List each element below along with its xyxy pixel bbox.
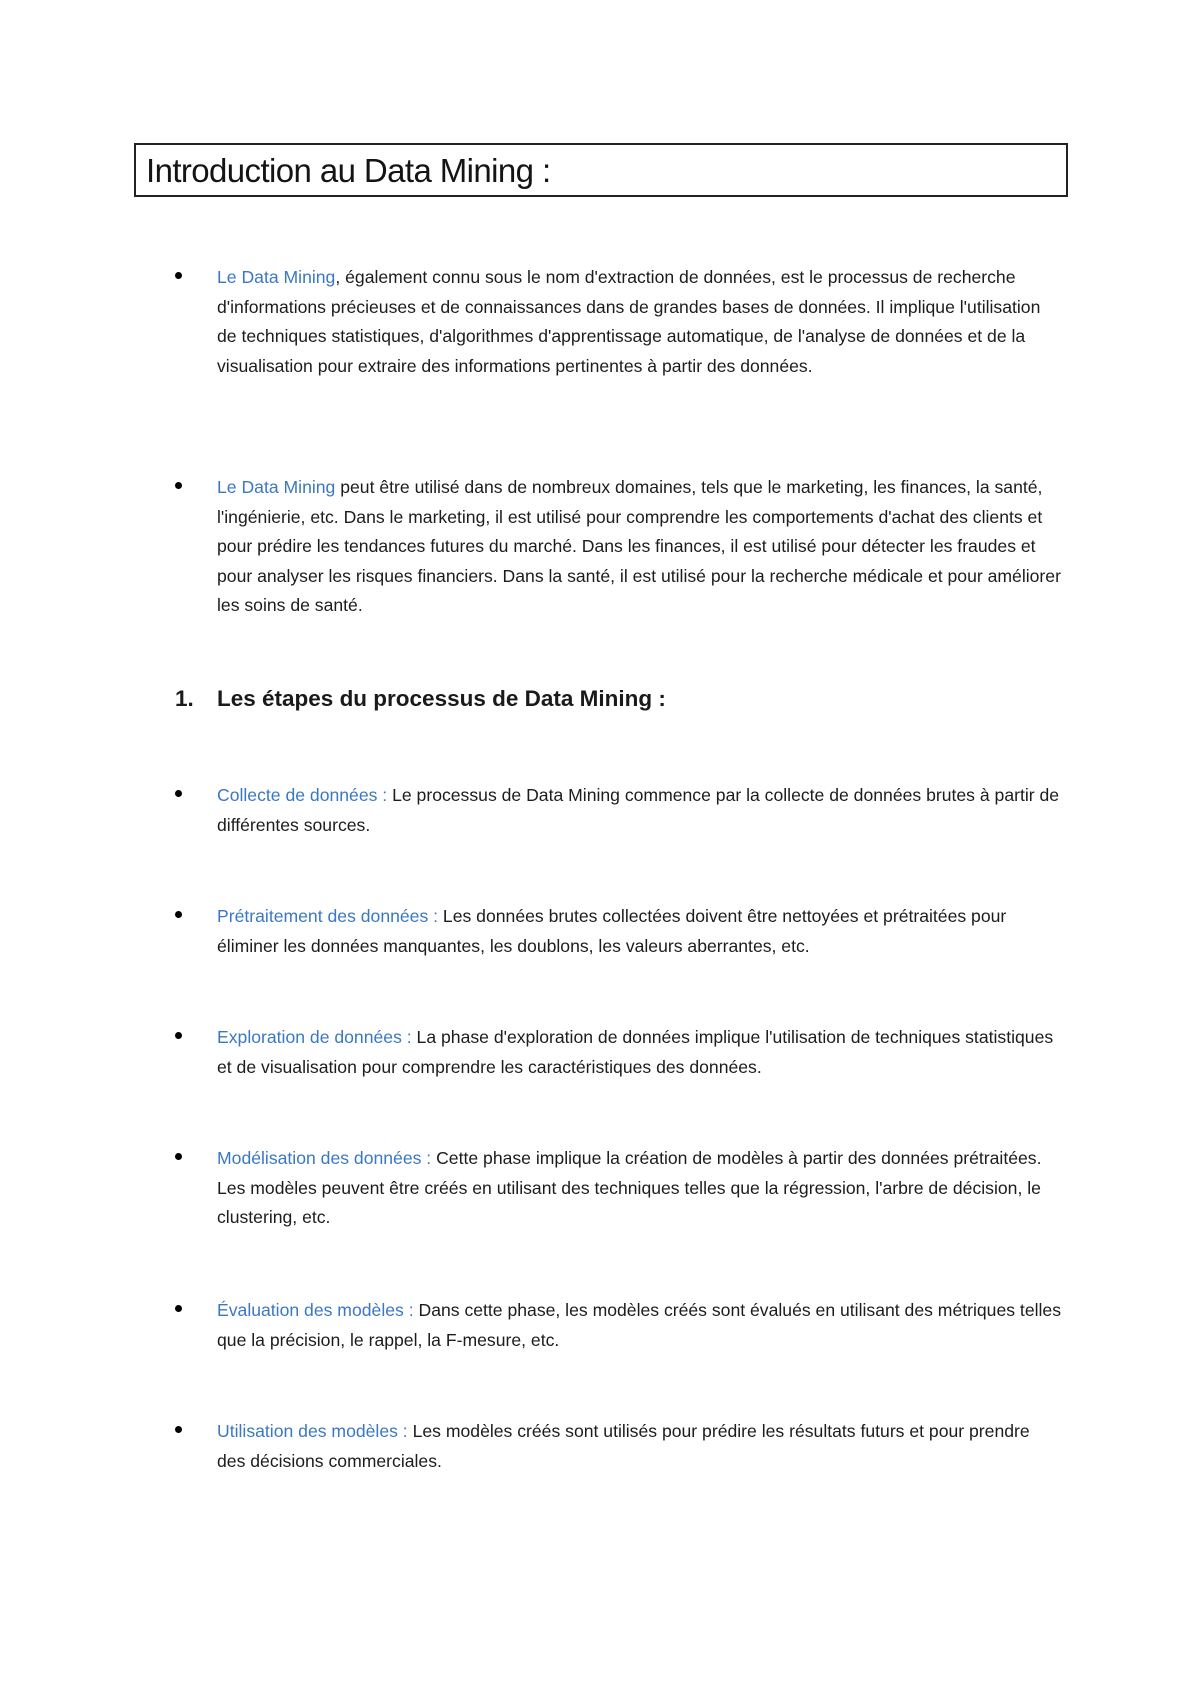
bullet-icon bbox=[175, 1426, 182, 1433]
bullet-text bbox=[217, 902, 1062, 961]
bullet-icon bbox=[175, 1032, 182, 1039]
page-title: Introduction au Data Mining : bbox=[146, 152, 551, 189]
bullet-body: peut être utilisé dans de nombreux domaines, tels que le marketing, les finances, la santé, l'ingénierie, etc. Dans le marketing, il est utilisé pour comprendre les comportements d'achat des clients et pour prédire les tendances futures du marché. Dans les finances, il est utilisé pour détecter les fraudes et pour analyser les risques financiers. Dans la santé, il est utilisé pour la recherche médicale et pour améliorer les soins de santé. bbox=[217, 477, 1061, 615]
bullet-icon bbox=[175, 1305, 182, 1312]
bullet-term: Le Data Mining bbox=[217, 477, 336, 497]
section-heading bbox=[175, 683, 666, 715]
bullet-icon bbox=[175, 1153, 182, 1160]
bullet-body: , également connu sous le nom d'extraction de données, est le processus de recherche d'informations précieuses et de connaissances dans de grandes bases de données. Il implique l'utilisation de techniques statistiques, d'algorithmes d'apprentissage automatique, de l'analyse de données et de la visualisation pour extraire des informations pertinentes à partir des données. bbox=[217, 267, 1041, 376]
bullet-text bbox=[217, 473, 1062, 621]
bullet-icon bbox=[175, 911, 182, 918]
bullet-icon bbox=[175, 790, 182, 797]
bullet-text bbox=[217, 1144, 1062, 1233]
step-term: Prétraitement des données : bbox=[217, 906, 439, 926]
step-term: Exploration de données : bbox=[217, 1027, 412, 1047]
bullet-text bbox=[217, 1296, 1062, 1355]
step-term: Collecte de données : bbox=[217, 785, 388, 805]
step-body: La phase d'exploration de données implique l'utilisation de techniques statistiques et de visualisation pour comprendre les caractéristiques des données. bbox=[217, 1027, 1054, 1077]
bullet-text bbox=[217, 781, 1062, 840]
bullet-icon bbox=[175, 272, 182, 279]
step-body: Les données brutes collectées doivent être nettoyées et prétraitées pour éliminer les données manquantes, les doublons, les valeurs aberrantes, etc. bbox=[217, 906, 1007, 956]
bullet-text bbox=[217, 1417, 1062, 1476]
step-term: Utilisation des modèles : bbox=[217, 1421, 408, 1441]
step-body: Les modèles créés sont utilisés pour prédire les résultats futurs et pour prendre des décisions commerciales. bbox=[217, 1421, 1030, 1471]
bullet-text bbox=[217, 1023, 1062, 1082]
step-term: Modélisation des données : bbox=[217, 1148, 432, 1168]
bullet-term: Le Data Mining bbox=[217, 267, 336, 287]
bullet-icon bbox=[175, 482, 182, 489]
title-box bbox=[134, 143, 1068, 197]
step-body: Dans cette phase, les modèles créés sont évalués en utilisant des métriques telles que la précision, le rappel, la F-mesure, etc. bbox=[217, 1300, 1061, 1350]
step-body: Le processus de Data Mining commence par la collecte de données brutes à partir de différentes sources. bbox=[217, 785, 1060, 835]
step-body: Cette phase implique la création de modèles à partir des données prétraitées. Les modèles peuvent être créés en utilisant des techniques telles que la régression, l'arbre de décision, le clustering, etc. bbox=[217, 1148, 1042, 1227]
step-term: Évaluation des modèles : bbox=[217, 1300, 414, 1320]
bullet-text bbox=[217, 263, 1062, 381]
section-number: 1. bbox=[175, 686, 194, 711]
section-heading-text: Les étapes du processus de Data Mining : bbox=[217, 686, 666, 711]
